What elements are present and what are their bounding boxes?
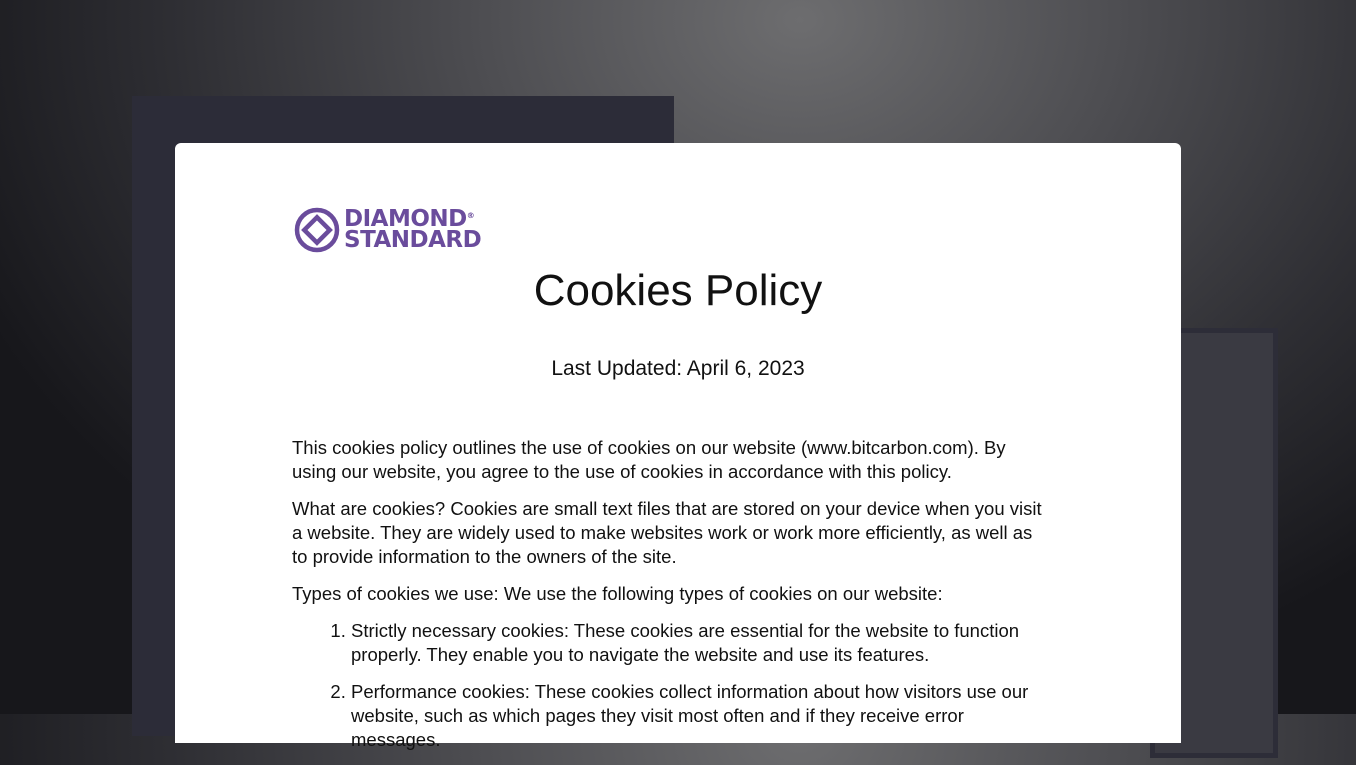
diamond-logo-icon	[294, 207, 340, 253]
policy-content	[292, 436, 1052, 765]
registered-mark: ®	[466, 211, 475, 220]
brand-logo[interactable]	[294, 207, 481, 253]
what-are-cookies-paragraph: What are cookies? Cookies are small text files that are stored on your device when you visit a website. They are widely used to make websites work or work more efficiently, as well as to provide information to the owners of the site.	[292, 498, 1042, 567]
page-title: Cookies Policy	[533, 266, 823, 315]
brand-line2: STANDARD	[344, 227, 482, 253]
policy-card	[175, 143, 1181, 750]
brand-line1: DIAMOND	[344, 206, 467, 232]
brand-wordmark	[344, 206, 482, 253]
last-updated: Last Updated: April 6, 2023	[551, 357, 805, 380]
intro-paragraph: This cookies policy outlines the use of cookies on our website (www.bitcarbon.com). By using our website, you agree to the use of cookies in accordance with this policy.	[292, 437, 1006, 482]
list-item: 1. Strictly necessary cookies: These cookies are essential for the website to function properly. They enable you to navigate the website and use its features.	[351, 619, 1052, 667]
types-intro-paragraph: Types of cookies we use: We use the following types of cookies on our website:	[292, 583, 943, 604]
cookie-types-list	[292, 619, 1052, 752]
list-item: 2. Performance cookies: These cookies collect information about how visitors use our website, such as which pages they visit most often and if they receive error messages.	[351, 680, 1052, 752]
